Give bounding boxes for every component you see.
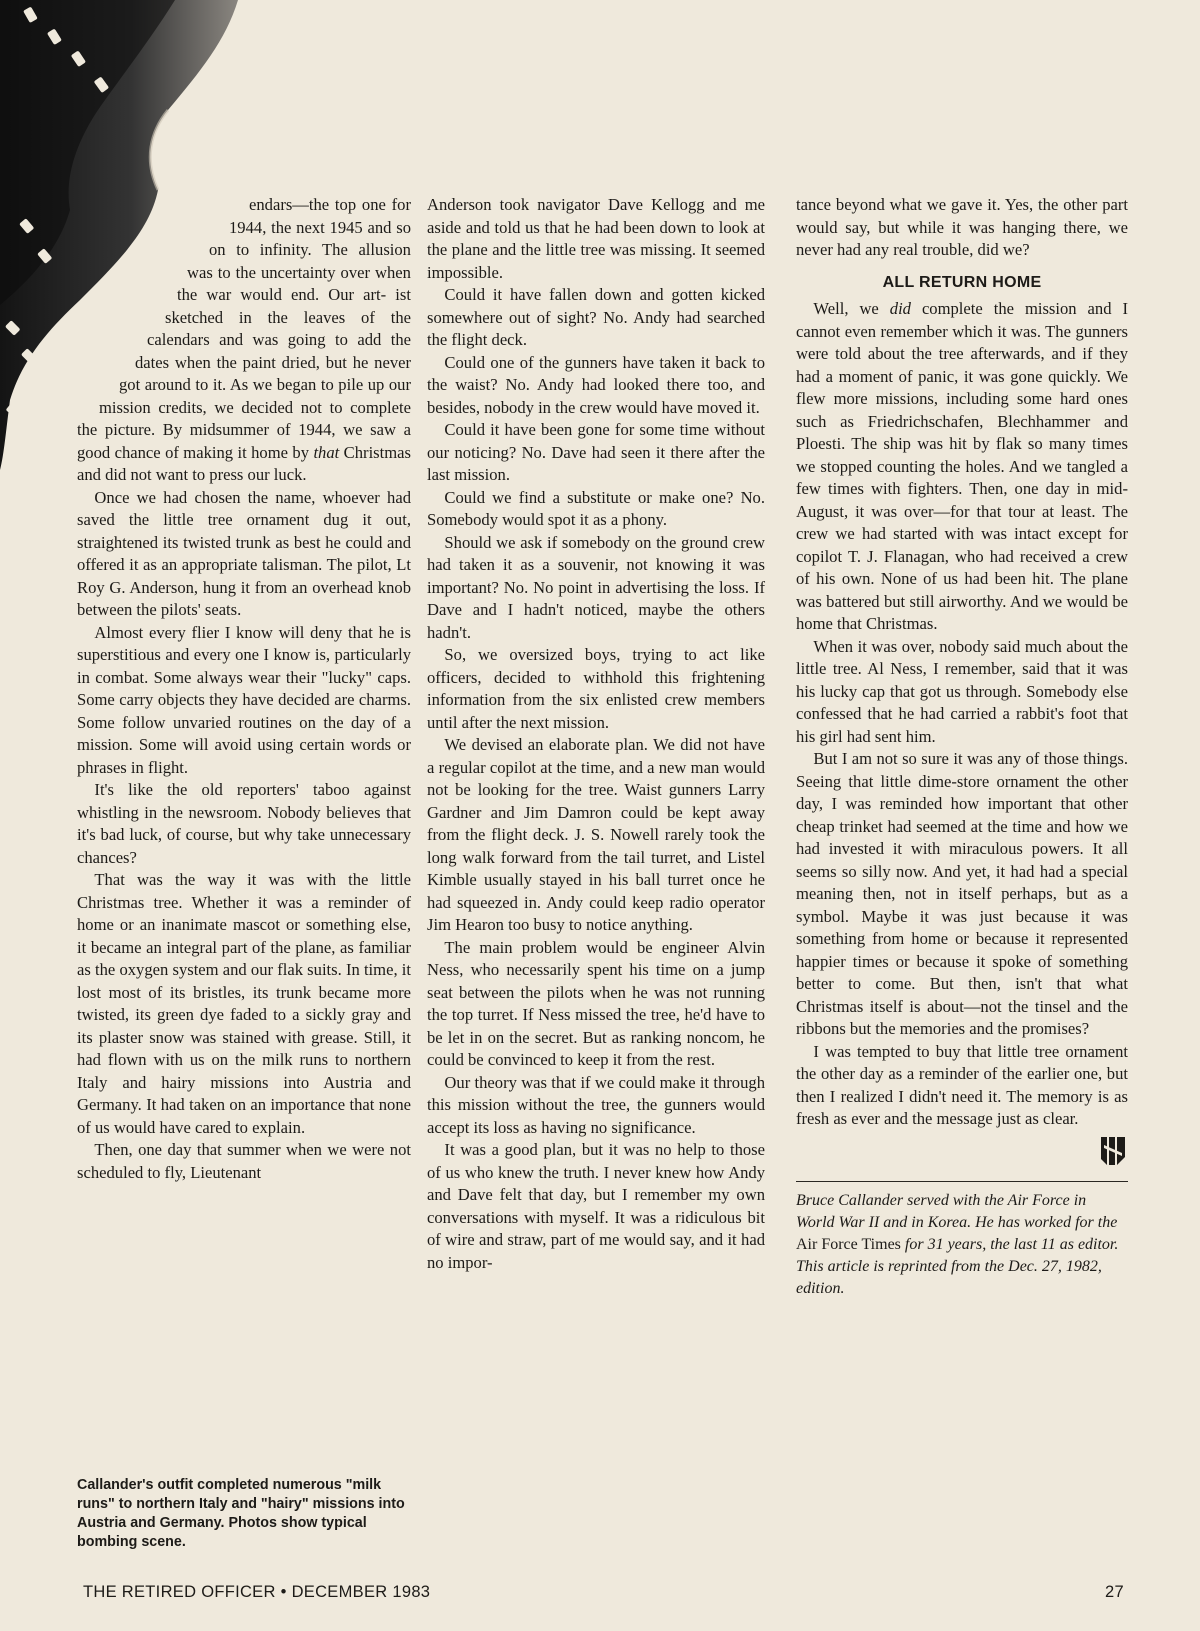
article-paragraph: tance beyond what we gave it. Yes, the other part would say, but while it was hanging there, we never had any real trouble, did we? [796, 195, 1128, 259]
footer-bullet: • [280, 1583, 287, 1601]
article-paragraph: So, we oversized boys, trying to act like officers, decided to withhold this frightening information from the six enlisted crew members until after the next mission. [427, 645, 765, 732]
article-paragraph: Could it have been gone for some time without our noticing? No. Dave had seen it there after the last mission. [427, 420, 765, 484]
article-paragraph: Should we ask if somebody on the ground crew had taken it as a souvenir, not knowing it was important? No. No point in advertising the loss. If Dave and I hadn't noticed, maybe the others hadn't. [427, 532, 765, 642]
wrapped-line: to add the dates when the paint [135, 330, 412, 372]
wrapped-line: for 1944, the next 1945 [229, 195, 411, 237]
article-paragraph: Anderson took navigator Dave Kellogg and me aside and told us that he had been down to look at the plane and the little tree was missing. It seemed impossible. [427, 195, 765, 282]
article-paragraph: Our theory was that if we could make it through this mission without the tree, the gunners would accept its loss as having no significance. [427, 1072, 765, 1137]
article-paragraph: When it was over, nobody said much about the little tree. Al Ness, I remember, said that it was his lucky cap that got us through. Somebody else confessed that he had carried a rabbit's foot that his girl had sent him. [796, 636, 1128, 746]
emphasis-text: did [889, 299, 911, 318]
article-paragraph: Could we find a substitute or make one? No. Somebody would spot it as a phony. [427, 487, 765, 529]
wrapped-line: the war would end. Our art- [177, 285, 387, 304]
wrapped-line: and so on to infinity. [209, 217, 411, 259]
emphasis-text: that [313, 442, 340, 462]
article-paragraph: We devised an elaborate plan. We did not have a regular copilot at the time, and a new man would not be looking for the tree. Waist gunners Larry Gardner and Jim Damron could be kept away from the flight deck. J. S. Nowell rarely took the long walk forward from the tail turret, and Listel Kimble usually stayed in his ball turret once he had squeezed in. Andy could keep radio operator Jim Hearon too busy to notice anything. [427, 735, 765, 934]
article-paragraph: Almost every flier I know will deny that he is superstitious and every one I know is, particularly in combat. Some always wear their "lucky" caps. Some carry objects they have decided are charms. Some follow unvaried routines on the day of a mission. Some will avoid using certain words or phrases in flight. [77, 622, 411, 777]
tro-logo-icon [796, 1135, 1128, 1173]
wrapped-line: uncertainty over when [260, 262, 411, 282]
author-bio-block [796, 1181, 1128, 1300]
paragraph-text: it. As we began to pile up our mission credits, we decided not to complete the picture. By midsummer of 1944, we saw a good chance of making it home by [77, 375, 411, 462]
wrapped-line: ist sketched in the leaves of [165, 285, 411, 327]
article-paragraph: It's like the old reporters' taboo against whistling in the newsroom. Nobody believes that it's bad luck, of course, but why take unnecessary chances? [77, 780, 411, 867]
article-paragraph: Then, one day that summer when we were not scheduled to fly, Lieutenant [77, 1140, 411, 1182]
paragraph-text: Christmas and did not want to press our luck. [77, 442, 411, 484]
bio-text: for 31 years, the last 11 as editor. This article is reprinted from the Dec. 27, 1982, edition. [796, 1235, 1119, 1297]
article-paragraph: It was a good plan, but it was no help to those of us who knew the truth. I never knew how Andy and Dave felt that day, but I remember my own conversations with myself. It was a ridiculous bit of wire and straw, part of me would say, and it had no impor- [427, 1140, 765, 1272]
article-paragraph: Could it have fallen down and gotten kicked somewhere out of sight? No. Andy had searched the flight deck. [427, 285, 765, 349]
page-footer [83, 1583, 430, 1602]
paragraph-text: Well, we [813, 299, 890, 318]
publication-title: THE RETIRED OFFICER [83, 1583, 276, 1601]
bio-text: Bruce Callander served with the Air Force in World War II and in Korea. He has worked for the [796, 1191, 1118, 1231]
author-bio [796, 1190, 1128, 1300]
section-subhead: ALL RETURN HOME [882, 273, 1042, 291]
article-paragraph: That was the way it was with the little Christmas tree. Whether it was a reminder of home or an inanimate mascot or something else, it became an integral part of the plane, as familiar as the oxygen system and our flak suits. In time, it lost most of its bristles, its trunk became more twisted, its green dye faded to a sickly gray and its plaster snow was stained with grease. Still, it had flown with us on the milk runs to northern Italy and hairy missions into Austria and Germany. It had taken on an importance that none of us would have cared to explain. [77, 870, 411, 1137]
article-paragraph: I was tempted to buy that little tree ornament the other day as a reminder of the earlier one, but then I realized I didn't need it. The memory is as fresh as ever and the message just as clear. [796, 1041, 1128, 1128]
wrapped-line: the calendars and was going [147, 307, 411, 349]
wrapped-line: The allusion was to the [187, 240, 411, 282]
article-column-3 [796, 194, 1128, 1300]
paragraph-text: complete the mission and I cannot even remember which it was. The gunners were told about the tree afterwards, and if they had a moment of panic, it was gone quickly. We flew more missions, including some hard ones such as Friedrichschafen, Blechhammer and Ploesti. The ship was hit by flak so many times we stopped counting the holes. And we tangled a few times with fighters. Then, one day in mid-August, it was over—for that tour at least. The crew we had started with was intact except for copilot T. J. Flanagan, who had received a crew of his own. None of us had been hit. The plane was battered but still airworthy. And we would be home that Christmas. [796, 299, 1128, 633]
article-paragraph: But I am not so sure it was any of those things. Seeing that little dime-store ornament the other day, I was reminded how important that other cheap trinket had seemed at the time and how we had invested it with miraculous powers. It all seems so silly now. And yet, it had had a special meaning then, not in itself perhaps, but as a symbol. Maybe it was just because it was something from home or because it represented happier times or because it spoke of something better to come. But then, isn't that what Christmas itself is about—not the tinsel and the ribbons but the memories and the promises? [796, 749, 1128, 1038]
wrapped-line: endars—the top one [249, 195, 386, 214]
photo-caption: Callander's outfit completed numerous "milk runs" to northern Italy and "hairy" missions into Austria and Germany. Photos show typical bombing scene. [77, 1477, 405, 1550]
article-column-2 [427, 194, 765, 1274]
article-paragraph: Once we had chosen the name, whoever had saved the little tree ornament dug it out, straightened its twisted trunk as best he could and offered it as an appropriate talisman. The pilot, Lt Roy G. Anderson, hung it from an overhead knob between the pilots' seats. [77, 487, 411, 619]
article-paragraph: The main problem would be engineer Alvin Ness, who necessarily spent his time on a jump seat between the pilots when he was not running the top turret. If Ness missed the tree, he'd have to be let in on the secret. But as ranking noncom, he could be convinced to keep it from the rest. [427, 937, 765, 1069]
wrapped-line: dried, but he never got around to [119, 352, 412, 394]
article-paragraph: Could one of the gunners have taken it back to the waist? No. Andy had looked there too, and besides, nobody in the crew would have moved it. [427, 352, 765, 417]
issue-date: DECEMBER 1983 [291, 1583, 431, 1601]
publication-name: Air Force Times [796, 1235, 901, 1253]
article-column-1 [77, 194, 411, 1184]
article-paragraph [796, 298, 1128, 636]
page-number: 27 [1105, 1583, 1124, 1601]
